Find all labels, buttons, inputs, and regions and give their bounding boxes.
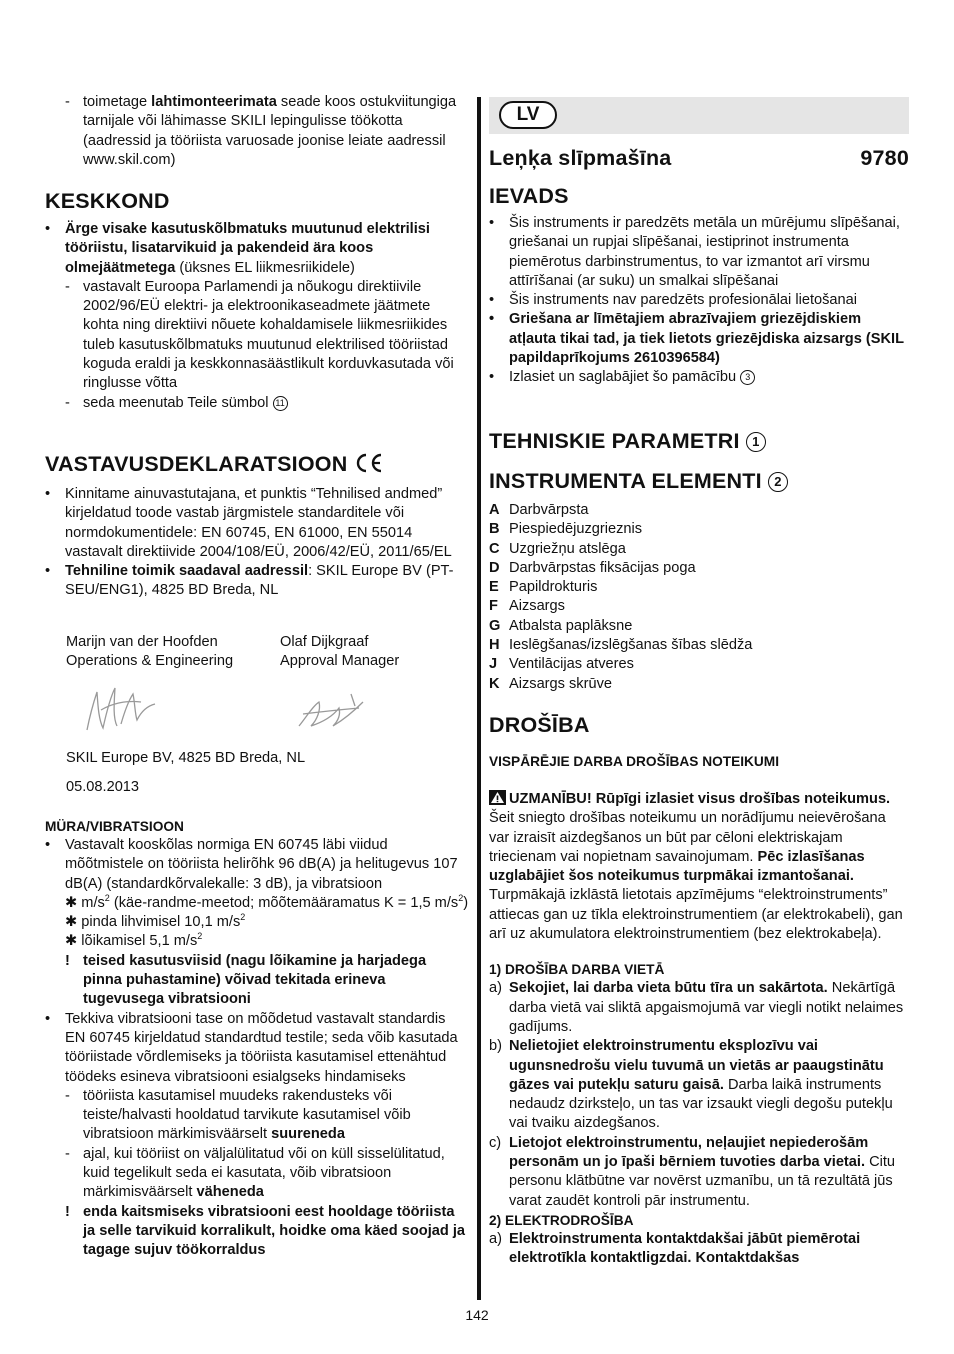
keskkond-section: [45, 188, 469, 413]
intro-dash-item: - toimetage lahtimonteerimata seade koos ostukviitungiga tarnijale või lähimasse SKILI lepingulisse töökotta (aadressid ja tööriista varuosade joonise leiate aadressil www.skil.com): [45, 93, 469, 170]
list-item: H Ieslēgšanas/izslēgšanas šības slēdža: [489, 637, 753, 654]
intro-section: [45, 93, 469, 170]
list-item: D Darbvārpstas fiksācijas poga: [489, 559, 696, 576]
declaration-date: 05.08.2013: [66, 779, 140, 795]
parts-list: [489, 501, 909, 694]
drosiba-section: [489, 712, 909, 1269]
ref-number-icon: 1: [746, 432, 766, 452]
company-address: SKIL Europe BV, 4825 BD Breda, NL: [66, 750, 306, 766]
section-heading-vastavus: VASTAVUSDEKLARATSIOON: [45, 451, 469, 477]
section-heading-keskkond: KESKKOND: [45, 189, 170, 213]
safety-warning-paragraph: UZMANĪBU! Rūpīgi izlasiet visus drošības noteikumus. Šeit sniegto drošības noteikumu un norādījumu neievērošana var izraisīt aizdegšanos un būt par cēloni elektriskajam triecienam vai nopietnam savainojumam. Pēc izlasīšanas uzglabājiet šos noteikumus turpmākai izmantošanai. Turpmākajā izklāstā lietotais apzīmējums “elektroinstruments” attiecas gan uz tīkla elektroinstrumentiem (ar elektrokabeli), gan arī uz akumulatora elektroinstrumentiem (bez elektrokabeļa).: [489, 791, 903, 943]
mura-warning-1: ! teised kasutusviisid (nagu lõikamine ja harjadega pinna puhastamine) võivad tekitada erineva tugevusega vibratsiooni: [45, 952, 469, 1010]
safety-item-a: a) Sekojiet, lai darba vieta būtu tīra un sakārtota. Nekārtīgā darba vietā vai sliktā apgaismojumā var viegli notikt nelaimes gadījums.: [489, 980, 904, 1035]
subheading-general-safety: VISPĀRĒJIE DARBA DROŠĪBAS NOTEIKUMI: [489, 754, 780, 769]
list-item: A Darbvārpsta: [489, 502, 589, 518]
signatory-2-role: Approval Manager: [280, 653, 400, 670]
safety-item-b: b) Nelietojiet elektroinstrumentu eksplozīvu vai ugunsnedrošu vielu tuvumā un vietās ar paaugstinātu gāzes vai putekļu saturu gaisā. Darba laikā instruments nedaudz dzirksteļo, un tas var izsaukt viegli degošu putekļu vai tvaiku aizdegšanos.: [489, 1038, 893, 1132]
signatory-2: [280, 633, 470, 672]
mura-dash-1: - tööriista kasutamisel muudeks rakendusteks või teiste/halvasti hooldatud tarvikute kasutamisel võib vibratsioon märkimisväärselt suureneda: [45, 1087, 469, 1145]
subheading-work-area: 1) DROŠĪBA DARBA VIETĀ: [489, 962, 665, 978]
ref-number-icon: 11: [273, 396, 288, 411]
language-badge: LV: [499, 101, 557, 129]
ievads-bullet-3: • Griešana ar līmētajiem abrazīvajiem griezējdiskiem atļauta tikai tad, ja tiek lietots griezējdiska aizsargs (SKIL papildaprīkojums 2610396584): [489, 310, 909, 368]
mura-bullet-1: • Vastavalt kooskõlas normiga EN 60745 läbi viidud mõõtmistele on tööriista helirõhk 96 dB(A) ja helitugevus 107 dB(A) (standardkõrvalekalle: 3 dB), ja vibratsioon: [45, 836, 469, 894]
list-item: G Atbalsta paplāksne: [489, 617, 633, 634]
product-model: 9780: [860, 146, 909, 170]
vastavus-section: [45, 451, 469, 601]
list-item: K Aizsargs skrūve: [489, 675, 612, 692]
ref-number-icon: 2: [768, 472, 788, 492]
ref-number-icon: 3: [740, 370, 755, 385]
list-item: B Piespiedējuzgrieznis: [489, 521, 643, 538]
safety-item-c: c) Lietojot elektroinstrumentu, neļaujiet nepiederošām personām un jo īpaši bērniem tuvoties darba vietai. Citu personu klātbūtne var novērst uzmanību, un tā rezultātā jūs varat zaudēt kontroli pār instrumentu.: [489, 1134, 896, 1209]
ce-mark-icon: [354, 453, 384, 473]
section-heading-drosiba: DROŠĪBA: [489, 713, 590, 737]
ievads-bullet-2: • Šis instruments nav paredzēts profesionālai lietošanai: [489, 291, 909, 310]
language-bar: [489, 97, 909, 134]
signatory-1-role: Operations & Engineering: [66, 653, 234, 670]
section-heading-tehn: TEHNISKIE PARAMETRI 1: [489, 428, 909, 454]
mura-star-2: ✱ pinda lihvimisel 10,1 $m/s^2$: [65, 912, 246, 931]
mura-star-3: ✱ lõikamisel 5,1 $m/s^2$: [65, 931, 203, 950]
keskkond-bullet: • Ärge visake kasutuskõlbmatuks muutunud elektrilisi tööriistu, lisatarvikuid ja pakendeid ära koos olmejäätmetega (üksnes EL liikmesriikidele): [45, 220, 469, 278]
instr-section: [489, 468, 909, 694]
mura-dash-2: - ajal, kui tööriist on väljalülitatud või on küll sisselülitatud, kuid tegelikult seda ei kasutata, võib vibratsioon märkimisväärselt väheneda: [45, 1145, 469, 1203]
vastavus-bullet-1: • Kinnitame ainuvastutajana, et punktis “Tehnilised andmed” kirjeldatud toode vastab järgmistele standarditele või normdokumentidele: EN 60745, EN 61000, EN 55014 vastavalt direktiivide 2004/108/EÜ, 2006/42/EÜ, 2011/65/EL: [45, 485, 469, 562]
vastavus-bullet-2: • Tehniline toimik saadaval aadressil: SKIL Europe BV (PT-SEU/ENG1), 4825 BD Breda, NL: [45, 562, 469, 601]
section-heading-ievads: IEVADS: [489, 184, 569, 208]
signatory-2-name: Olaf Dijkgraaf: [280, 634, 369, 650]
section-heading-mura: MÜRA/VIBRATSIOON: [45, 819, 184, 834]
list-item: C Uzgriežņu atslēga: [489, 540, 626, 557]
signatory-1: [66, 633, 266, 672]
mura-star-1: ✱ $m/s^2$ (käe-randme-meetod; mõõtemääramatus K = 1,5 $m/s^2$): [65, 893, 469, 911]
mura-warning-2: ! enda kaitsmiseks vibratsiooni eest hooldage tööriista ja selle tarvikuid korralikult, hoidke oma käed soojad ja tagage sujuv töökorraldus: [45, 1203, 469, 1261]
ievads-bullet-4: • Izlasiet un saglabājiet šo pamācību 3: [489, 368, 909, 387]
product-title: Leņķa slīpmašīna: [489, 146, 672, 170]
list-item: E Papildrokturis: [489, 579, 598, 596]
list-item: F Aizsargs: [489, 598, 565, 615]
tehn-section: [489, 428, 909, 454]
signatory-1-name: Marijn van der Hoofden: [66, 634, 218, 650]
keskkond-dash-2: - seda meenutab Teile sümbol 11: [45, 394, 469, 413]
keskkond-dash-1: - vastavalt Euroopa Parlamendi ja nõukogu direktiivile 2002/96/EÜ elektri- ja elektroonikaseadmete jäätmete kohta ning direktiivi nõuete kohaldamisele liikmesriikides tuleb kasutuskõlbmatuks muutunud elektrilised tööriistad koguda eraldi ja keskkonnasäästlikult korduvkasutada või ringlusse võtta: [45, 278, 469, 394]
subheading-electrical: 2) ELEKTRODROŠĪBA: [489, 1212, 634, 1228]
list-item: J Ventilācijas atveres: [489, 656, 634, 673]
signature-2-icon: [293, 686, 373, 736]
mura-section: [45, 817, 469, 1261]
mura-bullet-2: • Tekkiva vibratsiooni tase on mõõdetud vastavalt standardis EN 60745 kirjeldatud standardtud testile; seda võib kasutada tööriistade võrdlemiseks ja tööriista kasutamisel ettenähtud töödeks esineva vibratsiooni esialgseks hindamiseks: [45, 1010, 469, 1087]
column-divider: [477, 97, 481, 1300]
signature-1-icon: [81, 680, 161, 740]
ievads-section: [489, 183, 909, 388]
section-heading-instr: INSTRUMENTA ELEMENTI 2: [489, 468, 909, 494]
safety-item-2a: a) Elektroinstrumenta kontaktdakšai jābūt piemērotai elektrotīkla kontaktligzdai. Kontaktdakšas: [489, 1230, 861, 1267]
warning-triangle-icon: [489, 790, 506, 805]
ievads-bullet-1: • Šis instruments ir paredzēts metāla un mūrējumu slīpēšanai, griešanai un rupjai slīpēšanai, iestiprinot instrumenta piemērotus darbinstrumentus, to var izmantot arī virsmu attīrīšanai (ar suku) un smalkai slīpēšanai: [489, 214, 909, 291]
product-title-row: [489, 145, 909, 171]
page-number: 142: [465, 1307, 489, 1323]
